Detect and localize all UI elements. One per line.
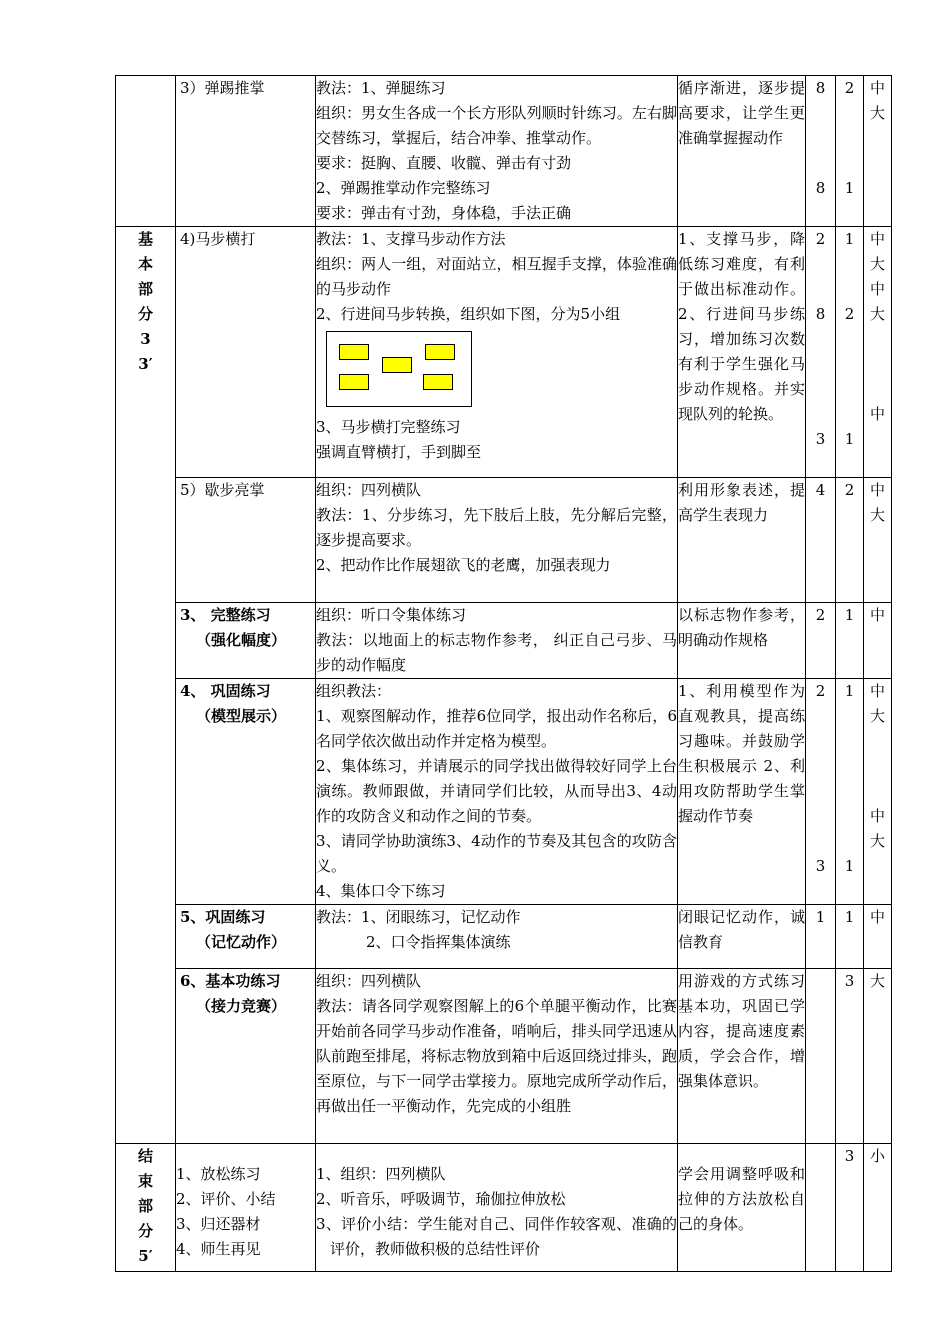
content-line: 组织：四列横队 — [316, 972, 422, 990]
times-cell — [806, 969, 836, 1144]
content-line: 2、听音乐，呼吸调节，瑜伽拉伸放松 — [316, 1190, 566, 1208]
times-value: 8 — [815, 179, 826, 197]
times-cell — [806, 1144, 836, 1272]
minutes-cell: 2 — [836, 478, 864, 603]
intensity-cell: 中 — [864, 603, 892, 679]
times-value: 8 — [815, 79, 826, 97]
table-row — [116, 905, 892, 969]
intensity-cell — [864, 76, 892, 227]
content-line: 教法：请各同学观察图解上的6个单腿平衡动作，比赛开始前各同学马步动作准备，哨响后，排头同学迅速从队前跑至排尾，将标志物放到箱中后返回绕过排头，跑至原位，与下一同学击掌接力。原地完成所学动作后，再做出任一平衡动作，先完成的小组胜 — [316, 997, 677, 1115]
content-line: 教法：1、支撑马步动作方法 — [316, 230, 506, 248]
table-row — [116, 679, 892, 905]
content-line: 3、马步横打完整练习 — [316, 418, 461, 436]
intensity-cell: 中 — [864, 905, 892, 969]
minutes-cell: 1 — [836, 905, 864, 969]
section-basic — [116, 227, 176, 1144]
content-line: 2、行进间马步转换，组织如下图，分为5小组 — [316, 305, 621, 323]
section-end-label: 结束部分5′ — [137, 1147, 153, 1265]
minutes-value: 1 — [844, 857, 855, 875]
content-cell — [316, 478, 678, 603]
minutes-value: 2 — [844, 79, 855, 97]
minutes-value: 1 — [844, 430, 855, 448]
intensity-value: 大 — [869, 707, 885, 725]
content-line: 教法：1、闭眼练习，记忆动作 — [316, 908, 521, 926]
project-subtitle: （模型展示） — [196, 707, 287, 725]
content-line: 组织教法： — [316, 682, 392, 700]
content-line: 3、评价小结：学生能对自己、同伴作较客观、准确的评价，教师做积极的总结性评价 — [316, 1215, 677, 1258]
purpose-cell: 学会用调整呼吸和拉伸的方法放松自己的身体。 — [678, 1144, 806, 1272]
table-row — [116, 603, 892, 679]
content-line: 强调直臂横打，手到脚至 — [316, 443, 482, 461]
project-cell — [176, 603, 316, 679]
content-cell — [316, 679, 678, 905]
intensity-cell: 大 — [864, 969, 892, 1144]
project-subtitle: （强化幅度） — [196, 631, 287, 649]
intensity-value: 中 — [869, 230, 885, 248]
content-line: 2、弹踢推掌动作完整练习 — [316, 179, 491, 197]
project-cell — [176, 76, 316, 227]
project-title: 3、 完整练习 — [180, 606, 271, 624]
content-line: 组织：两人一组，对面站立，相互握手支撑，体验准确的马步动作 — [316, 255, 677, 298]
project-title: 5）歇步亮掌 — [180, 481, 265, 499]
times-value: 8 — [815, 305, 826, 323]
intensity-value: 大 — [869, 255, 885, 273]
minutes-cell — [836, 679, 864, 905]
project-cell — [176, 969, 316, 1144]
times-value: 2 — [815, 230, 826, 248]
content-line: 教法：1、分步练习，先下肢后上肢，先分解后完整，逐步提高要求。 — [316, 506, 677, 549]
minutes-value: 2 — [844, 305, 855, 323]
project-subtitle: （记忆动作） — [196, 933, 287, 951]
content-line: 组织：男女生各成一个长方形队列顺时针练习。左右脚交替练习，掌握后，结合冲拳、推掌动作。 — [316, 104, 677, 147]
times-cell: 2 — [806, 603, 836, 679]
project-cell — [176, 1144, 316, 1272]
project-line: 3、归还器材 — [176, 1215, 261, 1233]
project-line: 1、放松练习 — [176, 1165, 261, 1183]
minutes-cell — [836, 227, 864, 478]
minutes-value: 1 — [844, 682, 855, 700]
content-cell — [316, 905, 678, 969]
minutes-cell: 3 — [836, 1144, 864, 1272]
intensity-cell — [864, 679, 892, 905]
content-line: 组织：听口令集体练习 — [316, 606, 467, 624]
project-subtitle: （接力竞赛） — [196, 997, 287, 1015]
group-marker — [423, 374, 453, 390]
minutes-value: 1 — [844, 179, 855, 197]
intensity-cell — [864, 478, 892, 603]
purpose-cell: 1、利用模型作为直观教具，提高练习趣味。并鼓励学生积极展示 2、利用攻防帮助学生掌握动作节奏 — [678, 679, 806, 905]
intensity-value: 中 — [869, 481, 885, 499]
project-line: 2、评价、小结 — [176, 1190, 276, 1208]
project-cell — [176, 227, 316, 478]
project-title: 5、巩固练习 — [180, 908, 266, 926]
project-cell — [176, 478, 316, 603]
content-line: 组织：四列横队 — [316, 481, 422, 499]
purpose-cell: 利用形象表述，提高学生表现力 — [678, 478, 806, 603]
purpose-cell: 循序渐进，逐步提高要求，让学生更准确掌握握动作 — [678, 76, 806, 227]
intensity-cell — [864, 227, 892, 478]
content-line: 要求：挺胸、直腰、收髋、弹击有寸劲 — [316, 154, 572, 172]
intensity-value: 大 — [869, 104, 885, 122]
content-cell — [316, 969, 678, 1144]
intensity-value: 中 — [869, 280, 885, 298]
table-row — [116, 227, 892, 478]
content-line: 2、把动作比作展翅欲飞的老鹰，加强表现力 — [316, 556, 611, 574]
section-cell-empty — [116, 76, 176, 227]
project-title: 6、基本功练习 — [180, 972, 281, 990]
times-cell: 1 — [806, 905, 836, 969]
group-marker — [339, 374, 369, 390]
content-line: 2、集体练习，并请展示的同学找出做得较好同学上台演练。教师跟做，并请同学们比较，从而导出3、4动作的攻防含义和动作之间的节奏。 — [316, 757, 677, 825]
intensity-value: 大 — [869, 506, 885, 524]
intensity-value: 中 — [869, 807, 885, 825]
table-row — [116, 1144, 892, 1272]
content-cell — [316, 603, 678, 679]
project-title: 4、 巩固练习 — [180, 682, 271, 700]
content-cell — [316, 76, 678, 227]
table-row — [116, 76, 892, 227]
times-cell — [806, 679, 836, 905]
times-cell: 4 — [806, 478, 836, 603]
intensity-value: 中 — [869, 79, 885, 97]
intensity-cell: 小 — [864, 1144, 892, 1272]
minutes-cell: 1 — [836, 603, 864, 679]
table-row — [116, 478, 892, 603]
purpose-cell: 1、支撑马步，降低练习难度，有利于做出标准动作。2、行进间马步练习，增加练习次数有利于学生强化马步动作规格。并实现队列的轮换。 — [678, 227, 806, 478]
project-cell — [176, 679, 316, 905]
content-cell — [316, 227, 678, 478]
minutes-value: 1 — [844, 230, 855, 248]
table-row — [116, 969, 892, 1144]
intensity-value: 中 — [869, 682, 885, 700]
project-title: 3）弹踢推掌 — [180, 79, 265, 97]
content-line: 1、观察图解动作，推荐6位同学，报出动作名称后，6名同学依次做出动作并定格为模型。 — [316, 707, 677, 750]
content-line: 要求：弹击有寸劲，身体稳，手法正确 — [316, 204, 572, 222]
purpose-cell: 以标志物作参考，明确动作规格 — [678, 603, 806, 679]
minutes-cell: 3 — [836, 969, 864, 1144]
minutes-cell — [836, 76, 864, 227]
times-value: 3 — [815, 430, 826, 448]
lesson-plan-table — [115, 75, 892, 1272]
section-basic-label: 基本部分33′ — [137, 230, 153, 373]
content-line: 2、口令指挥集体演练 — [366, 933, 511, 951]
formation-diagram — [326, 331, 472, 407]
purpose-cell: 闭眼记忆动作，诚信教育 — [678, 905, 806, 969]
group-marker — [425, 344, 455, 360]
project-cell — [176, 905, 316, 969]
intensity-value: 大 — [869, 305, 885, 323]
content-cell — [316, 1144, 678, 1272]
intensity-value: 大 — [869, 832, 885, 850]
project-title: 4)马步横打 — [180, 230, 256, 248]
group-marker — [382, 357, 412, 373]
content-line: 3、请同学协助演练3、4动作的节奏及其包含的攻防含义。 — [316, 832, 677, 875]
times-value: 3 — [815, 857, 826, 875]
times-cell — [806, 227, 836, 478]
times-value: 2 — [815, 682, 826, 700]
times-cell — [806, 76, 836, 227]
content-line: 4、集体口令下练习 — [316, 882, 446, 900]
purpose-cell: 用游戏的方式练习基本功，巩固已学内容，提高速度素质，学会合作，增强集体意识。 — [678, 969, 806, 1144]
content-line: 教法：以地面上的标志物作参考， 纠正自己弓步、马步的动作幅度 — [316, 631, 677, 674]
group-marker — [339, 344, 369, 360]
project-line: 4、师生再见 — [176, 1240, 261, 1258]
intensity-value: 中 — [869, 405, 885, 423]
content-line: 1、组织：四列横队 — [316, 1165, 446, 1183]
content-line: 教法：1、弹腿练习 — [316, 79, 446, 97]
section-end — [116, 1144, 176, 1272]
